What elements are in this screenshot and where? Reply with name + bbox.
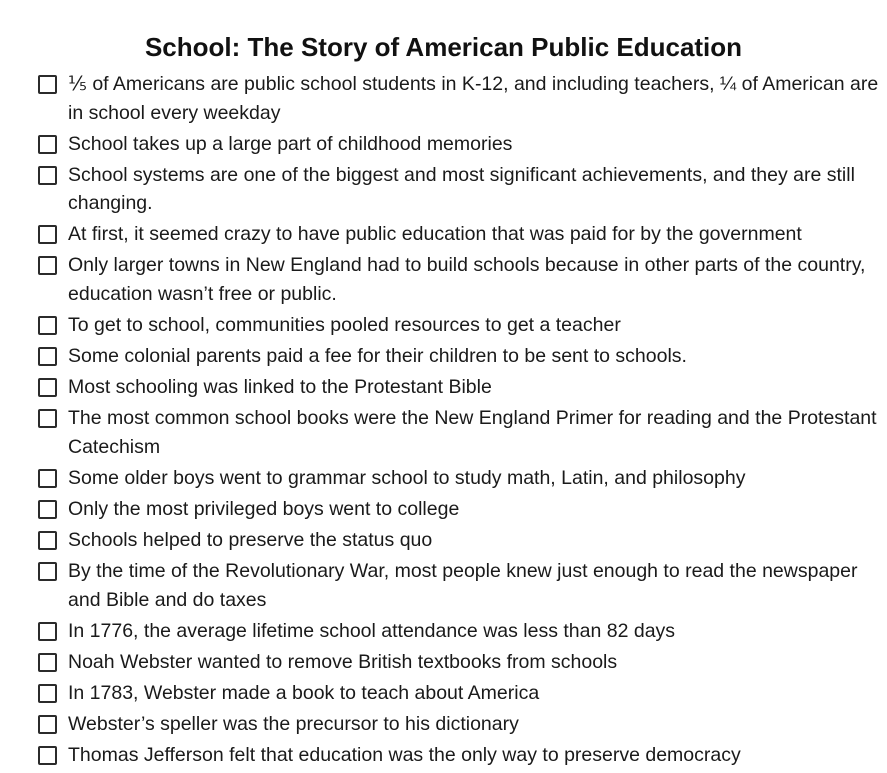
checkbox[interactable] [38, 622, 57, 641]
checklist-item-text: Thomas Jefferson felt that education was the only way to preserve democracy [68, 744, 741, 767]
checklist-item-text: School systems are one of the biggest and most significant achievements, and they are still changing. [68, 163, 855, 215]
checklist-item [36, 404, 882, 461]
checklist-item-text: To get to school, communities pooled resources to get a teacher [68, 313, 621, 336]
checklist-item [36, 741, 882, 770]
checkbox[interactable] [38, 166, 57, 185]
checkbox[interactable] [38, 715, 57, 734]
checkbox[interactable] [38, 316, 57, 335]
checkbox[interactable] [38, 135, 57, 154]
checkbox[interactable] [38, 409, 57, 428]
checklist-item [36, 161, 882, 218]
checklist-item [36, 311, 882, 340]
checklist-item-text: School takes up a large part of childhood memories [68, 132, 513, 155]
checklist-item-text: Webster’s speller was the precursor to his dictionary [68, 713, 519, 735]
checklist-item [36, 130, 882, 159]
checkbox[interactable] [38, 746, 57, 765]
page-title: School: The Story of American Public Education [144, 32, 743, 62]
checkbox[interactable] [38, 75, 57, 94]
checklist-item-text: Schools helped to preserve the status quo [68, 529, 433, 552]
checklist-item-text: Some older boys went to grammar school to study math, Latin, and philosophy [68, 466, 746, 489]
checkbox[interactable] [38, 500, 57, 519]
checklist-item [36, 220, 882, 249]
checklist-item [36, 373, 882, 402]
checklist-item-text: Only larger towns in New England had to build schools because in other parts of the country, education wasn’t free or public. [68, 254, 866, 305]
checklist-item-text: By the time of the Revolutionary War, most people knew just enough to read the newspaper and Bible and do taxes [68, 560, 858, 611]
checkbox[interactable] [38, 653, 57, 672]
checklist-item-text: Most schooling was linked to the Protestant Bible [68, 376, 492, 399]
checklist-item-text: At first, it seemed crazy to have public education that was paid for by the government [68, 223, 802, 246]
checklist-item-text: In 1783, Webster made a book to teach about America [68, 681, 540, 704]
checklist-item [36, 70, 882, 127]
checklist-item-text: The most common school books were the New England Primer for reading and the Protestant Catechism [68, 407, 877, 458]
checklist-item [36, 464, 882, 493]
checkbox[interactable] [38, 347, 57, 366]
checklist-item [36, 495, 882, 524]
checkbox[interactable] [38, 684, 57, 703]
checklist-item-text: Only the most privileged boys went to college [68, 497, 460, 520]
checklist-item [36, 648, 882, 677]
checkbox[interactable] [38, 378, 57, 397]
checklist-item [36, 557, 882, 614]
checklist-item [36, 526, 882, 555]
checkbox[interactable] [38, 225, 57, 244]
checkbox[interactable] [38, 469, 57, 488]
checklist-item-text: In 1776, the average lifetime school attendance was less than 82 days [68, 619, 676, 642]
checklist-item-text: Some colonial parents paid a fee for their children to be sent to schools. [68, 345, 687, 368]
checklist-item-text: Noah Webster wanted to remove British textbooks from schools [68, 650, 618, 673]
checkbox[interactable] [38, 562, 57, 581]
checklist-item [36, 617, 882, 646]
checkbox[interactable] [38, 256, 57, 275]
checkbox[interactable] [38, 531, 57, 550]
checklist-item [36, 679, 882, 708]
checklist [36, 70, 882, 772]
checklist-item [36, 342, 882, 371]
checklist-item [36, 710, 882, 739]
checklist-item-text: ⅕ of Americans are public school students in K-12, and including teachers, ¼ of American are in school every weekday [68, 73, 879, 124]
checklist-item [36, 251, 882, 308]
